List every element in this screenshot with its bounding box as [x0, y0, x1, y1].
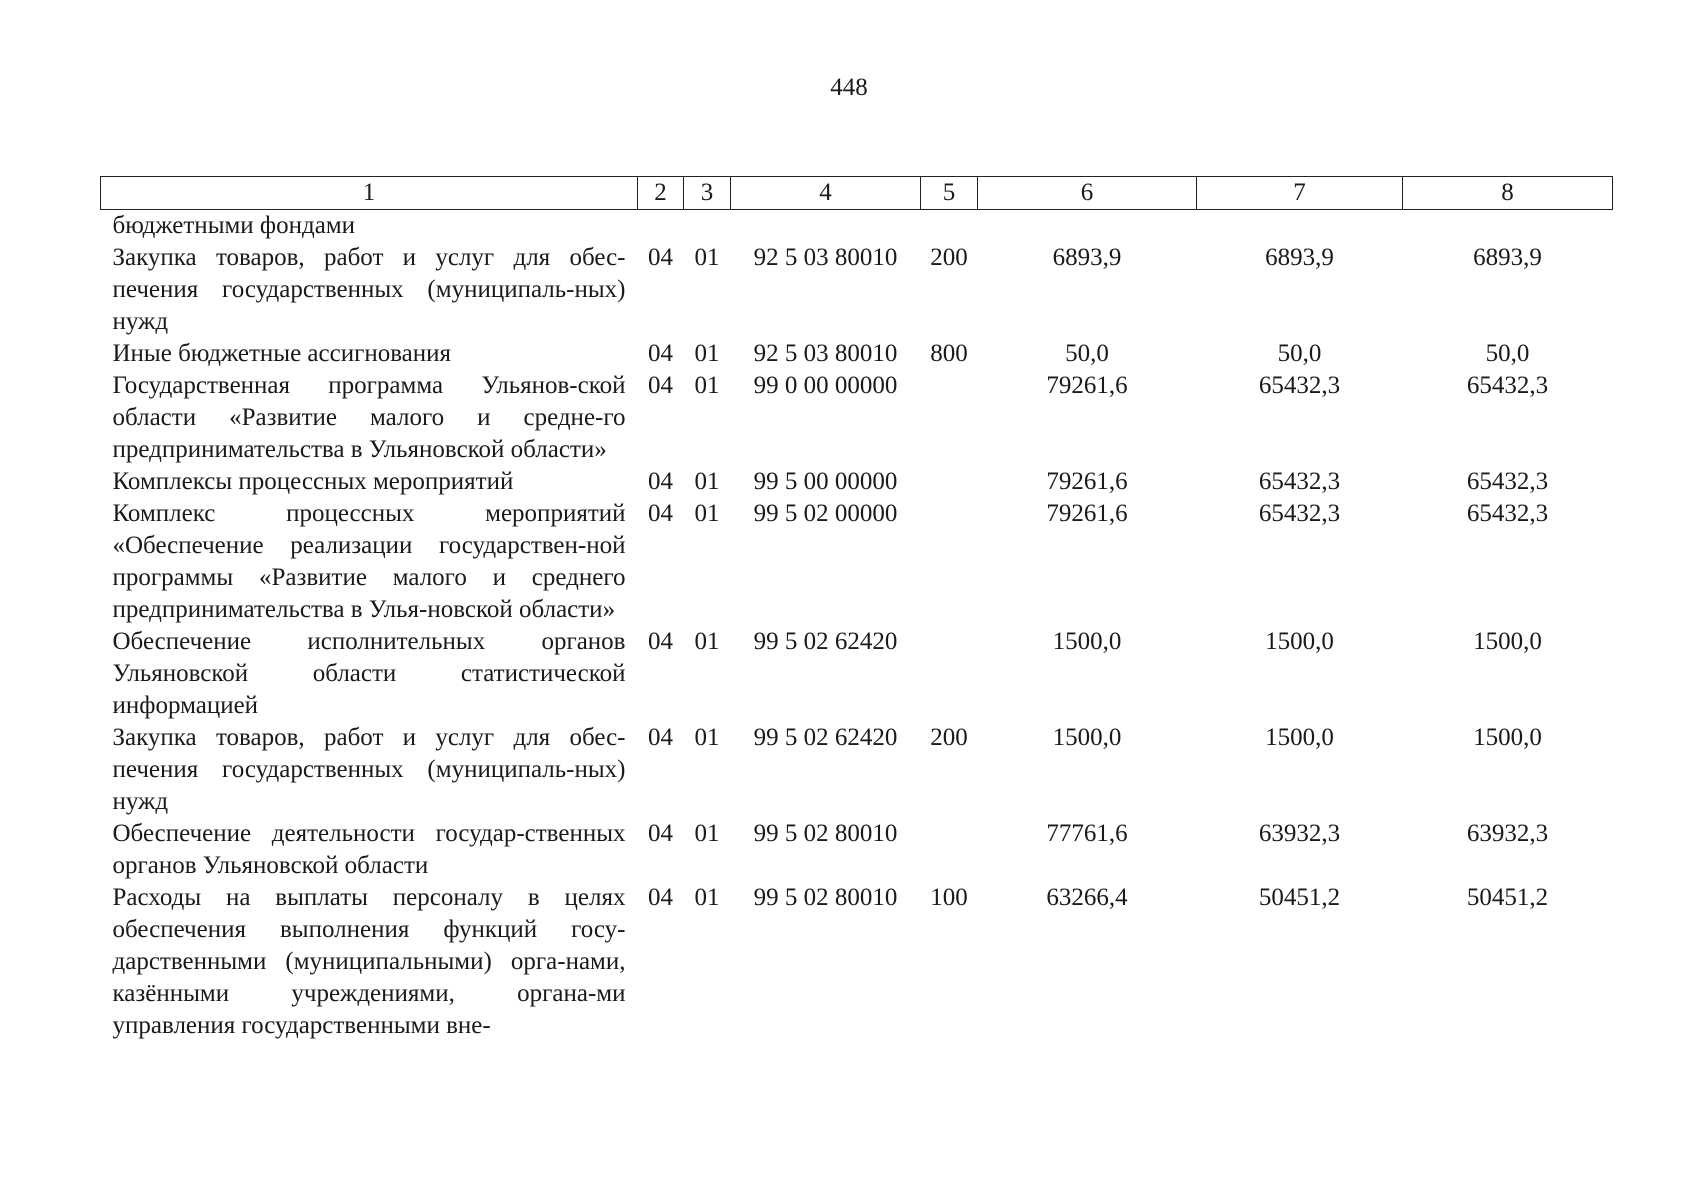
target-article-code: 99 5 02 62420	[753, 724, 898, 751]
amount-col-6: 1500,0	[1052, 628, 1122, 655]
subsection-code: 01	[694, 468, 720, 495]
section-code: 04	[648, 244, 673, 271]
amount-col-8: 65432,3	[1466, 468, 1549, 495]
page-number: 448	[830, 74, 868, 101]
target-article-code: 99 5 02 80010	[753, 884, 898, 911]
amount-col-7: 65432,3	[1258, 500, 1341, 527]
amount-col-8: 1500,0	[1473, 724, 1542, 751]
amount-col-7: 1500,0	[1265, 724, 1334, 751]
item-name: Закупка товаров, работ и услуг для обес-печения государственных (муниципаль-ных) нужд	[112, 724, 626, 815]
expense-type-code	[921, 210, 978, 243]
amount-col-7: 1500,0	[1265, 628, 1334, 655]
item-name: Комплекс процессных мероприятий «Обеспечение реализации государствен-ной программы «Развитие малого и среднего предпринимательства в Улья-новской области»	[112, 500, 626, 623]
amount-col-8: 50,0	[1485, 340, 1530, 367]
amount-col-6: 79261,6	[1046, 372, 1128, 399]
amount-col-8: 65432,3	[1466, 372, 1549, 399]
section-code: 04	[648, 340, 673, 367]
column-header-3: 3	[684, 177, 731, 210]
amount-col-6: 63266,4	[1046, 884, 1128, 911]
amount-col-7: 50,0	[1277, 340, 1322, 367]
subsection-code: 01	[694, 372, 720, 399]
section-code: 04	[648, 468, 673, 495]
amount-col-8: 1500,0	[1473, 628, 1542, 655]
column-header-8: 8	[1403, 177, 1613, 210]
amount-col-7: 6893,9	[1265, 244, 1334, 271]
target-article-code: 99 5 02 00000	[753, 500, 898, 527]
table-row	[101, 818, 1613, 882]
target-article-code: 92 5 03 80010	[753, 340, 898, 367]
section-code: 04	[648, 500, 673, 527]
section-code: 04	[648, 820, 673, 847]
table-row	[101, 498, 1613, 626]
subsection-code: 01	[694, 724, 720, 751]
target-article-code: 92 5 03 80010	[753, 244, 898, 271]
target-article-code: 99 5 00 00000	[753, 468, 898, 495]
table-row	[101, 210, 1613, 243]
section-code: 04	[648, 724, 673, 751]
amount-col-6: 50,0	[1065, 340, 1109, 367]
item-name: Иные бюджетные ассигнования	[112, 340, 452, 367]
table-body	[101, 210, 1613, 1043]
amount-col-7	[1197, 210, 1403, 243]
amount-col-6: 79261,6	[1046, 468, 1128, 495]
column-header-4: 4	[731, 177, 921, 210]
column-header-1: 1	[101, 177, 638, 210]
item-name: Обеспечение деятельности государ-ственных органов Ульяновской области	[112, 820, 626, 879]
subsection-code: 01	[694, 340, 720, 367]
table-row	[101, 722, 1613, 818]
expense-type-code	[921, 466, 978, 498]
item-name: Закупка товаров, работ и услуг для обес-печения государственных (муниципаль-ных) нужд	[112, 244, 626, 335]
expense-type-code: 100	[930, 884, 968, 911]
item-name: бюджетными фондами	[112, 212, 356, 239]
amount-col-7: 63932,3	[1258, 820, 1341, 847]
expense-type-code	[921, 818, 978, 882]
subsection-code	[684, 210, 731, 243]
target-article-code	[731, 210, 921, 243]
amount-col-8: 50451,2	[1466, 884, 1549, 911]
amount-col-7: 65432,3	[1258, 372, 1341, 399]
expense-type-code: 800	[930, 340, 968, 367]
target-article-code: 99 0 00 00000	[753, 372, 898, 399]
amount-col-8: 63932,3	[1466, 820, 1549, 847]
expense-type-code	[921, 626, 978, 722]
column-header-7: 7	[1197, 177, 1403, 210]
subsection-code: 01	[694, 820, 720, 847]
subsection-code: 01	[694, 244, 720, 271]
item-name: Расходы на выплаты персоналу в целях обеспечения выполнения функций госу-дарственными (муниципальными) орга-нами, казёнными учреждениями, органа-ми управления государственными вне-	[112, 884, 626, 1039]
expense-type-code: 200	[930, 724, 968, 751]
subsection-code: 01	[694, 628, 720, 655]
section-code: 04	[648, 372, 673, 399]
amount-col-8: 65432,3	[1466, 500, 1549, 527]
subsection-code: 01	[694, 884, 720, 911]
table-header	[101, 177, 1613, 210]
expense-type-code: 200	[930, 244, 968, 271]
amount-col-8: 6893,9	[1473, 244, 1542, 271]
budget-table	[100, 176, 1613, 1042]
expense-type-code	[921, 370, 978, 466]
table-row	[101, 370, 1613, 466]
section-code: 04	[648, 884, 673, 911]
table-row	[101, 626, 1613, 722]
column-header-2: 2	[638, 177, 684, 210]
amount-col-6: 1500,0	[1052, 724, 1122, 751]
amount-col-8	[1403, 210, 1613, 243]
section-code	[638, 210, 684, 243]
amount-col-6: 77761,6	[1046, 820, 1128, 847]
item-name: Комплексы процессных мероприятий	[112, 468, 514, 495]
header-row	[101, 177, 1613, 210]
subsection-code: 01	[694, 500, 720, 527]
table-row	[101, 466, 1613, 498]
table-row	[101, 338, 1613, 370]
amount-col-6: 79261,6	[1046, 500, 1128, 527]
table-row	[101, 882, 1613, 1042]
amount-col-6	[978, 210, 1197, 243]
column-header-5: 5	[921, 177, 978, 210]
amount-col-7: 65432,3	[1258, 468, 1341, 495]
amount-col-7: 50451,2	[1258, 884, 1341, 911]
section-code: 04	[648, 628, 673, 655]
target-article-code: 99 5 02 80010	[753, 820, 898, 847]
amount-col-6: 6893,9	[1052, 244, 1122, 271]
target-article-code: 99 5 02 62420	[753, 628, 898, 655]
table-row	[101, 242, 1613, 338]
column-header-6: 6	[978, 177, 1197, 210]
item-name: Обеспечение исполнительных органов Ульяновской области статистической информацией	[112, 628, 626, 719]
expense-type-code	[921, 498, 978, 626]
item-name: Государственная программа Ульянов-ской области «Развитие малого и средне-го предпринимательства в Ульяновской области»	[112, 372, 626, 463]
